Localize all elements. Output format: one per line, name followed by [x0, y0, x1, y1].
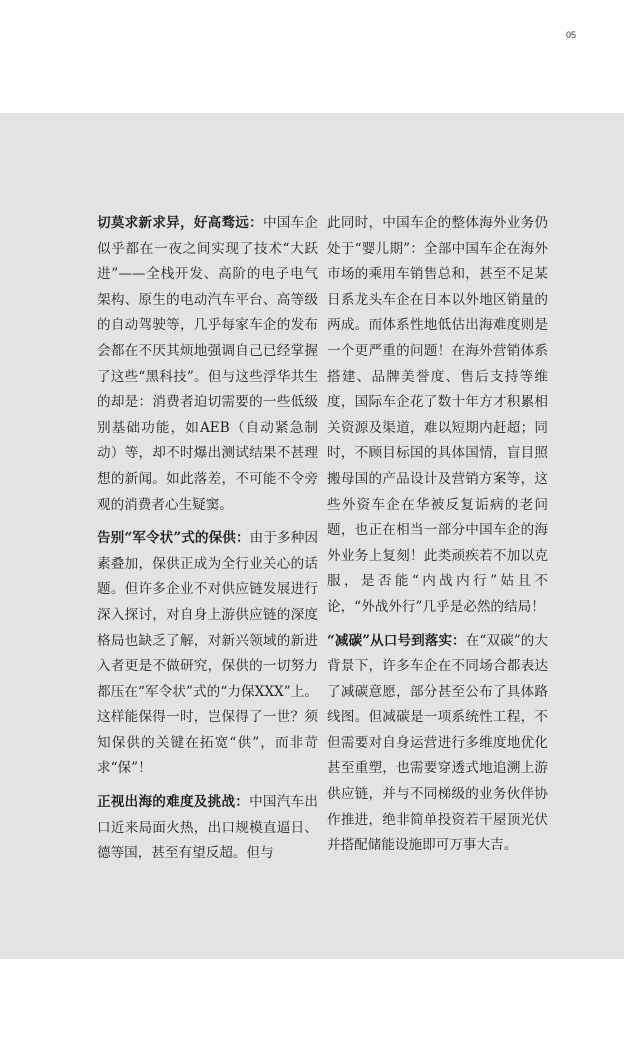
- content-panel: [0, 113, 624, 959]
- paragraph-supply: [97, 526, 318, 782]
- paragraph-overseas-continued: [327, 211, 548, 621]
- paragraph-text: 由于多种因素叠加，保供正成为全行业关心的话题。但许多企业不对供应链发展进行深入探讨，对自身上游供应链的深度格局也缺乏了解，对新兴领域的新进入者更是不做研究，保供的一切努力都压在“军令状”式的“力保XXX”上。这样能保得一时，岂保得了一世？须知保供的关键在拓宽“供”，而非苛求“保”！: [97, 530, 319, 777]
- paragraph-heading: 切莫求新求异，好高骛远：: [97, 215, 263, 231]
- paragraph-text: 此同时，中国车企的整体海外业务仍处于“婴儿期”：全部中国车企在海外市场的乘用车销售总和，甚至不足某日系龙头车企在日本以外地区销量的两成。而体系性地低估出海难度则是一个更严重的问题！在海外营销体系搭建、品牌美誉度、售后支持等维度，国际车企花了数十年方才积累相关资源及渠道，难以短期内赶超；同时，不顾目标国的具体国情，盲目照搬母国的产品设计及营销方案等，这些外资车企在华被反复诟病的老问题，也正在相当一部分中国车企的海外业务上复刻！此类顽疾若不加以克服，是否能“内战内行”姑且不论，“外战外行”几乎是必然的结局！: [327, 215, 548, 615]
- paragraph-text: 中国汽车出口近来局面火热，出口规模直逼日、德等国，甚至有望反超。但与: [97, 794, 319, 862]
- paragraph-heading: 告别“军令状”式的保供：: [97, 530, 250, 547]
- paragraph-overseas: [97, 790, 318, 867]
- paragraph-heading: “减碳”从口号到落实：: [327, 632, 466, 649]
- left-column: [97, 211, 318, 875]
- paragraph-text: 中国车企似乎都在一夜之间实现了技术“大跃进”——全栈开发、高阶的电子电气架构、原生的电动汽车平台、高等级的自动驾驶等，几乎每家车企的发布会都在不厌其烦地强调自己已经掌握了这些“黑科技”。但与这些浮华共生的却是：消费者迫切需要的一些低级别基础功能，如AEB（自动紧急制动）等，却不时爆出测试结果不甚理想的新闻。如此落差，不可能不令旁观的消费者心生疑窦。: [97, 215, 319, 513]
- right-column: [327, 211, 548, 867]
- paragraph-heading: 正视出海的难度及挑战：: [97, 794, 250, 811]
- paragraph-text: 在“双碳”的大背景下，许多车企在不同场合都表达了减碳意愿，部分甚至公布了具体路线图。但减碳是一项系统性工程，不但需要对自身运营进行多维度地优化甚至重塑，也需要穿透式地追溯上游供应链，并与不同梯级的业务伙伴协作推进，绝非简单投资若干屋顶光伏并搭配储能设施即可万事大吉。: [327, 632, 549, 854]
- paragraph-quality: [97, 211, 318, 518]
- page-number: 05: [566, 30, 577, 40]
- paragraph-carbon: [327, 629, 548, 859]
